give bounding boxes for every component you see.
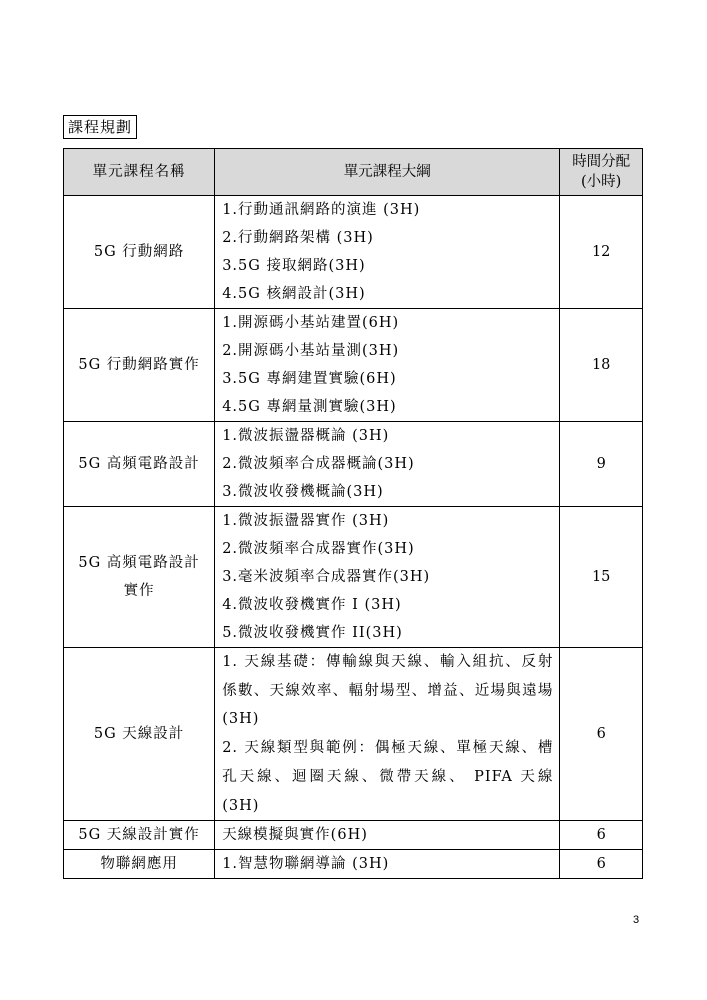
- unit-name-line: 5G 行動網路實作: [78, 357, 200, 373]
- unit-name-line: 5G 天線設計實作: [78, 827, 200, 844]
- table-row: [64, 507, 643, 648]
- outline-item: 1.開源碼小基站建置(6H): [222, 315, 400, 331]
- unit-outline: [215, 850, 560, 879]
- outline-item: 1. 天線基礎：傳輸線與天線、輸入組抗、反射係數、天線效率、輻射場型、增益、近場與遠場(3H): [222, 654, 554, 728]
- table-row: [64, 850, 643, 879]
- page-number: 3: [633, 914, 640, 926]
- outline-item: 4.5G 專網量測實驗(3H): [222, 399, 397, 415]
- unit-hours: 6: [560, 850, 643, 879]
- header-hours: [560, 149, 643, 196]
- unit-name: [64, 507, 215, 648]
- unit-name-line: 實作: [123, 583, 155, 599]
- outline-item: 1.行動通訊網路的演進 (3H): [222, 202, 421, 218]
- outline-item: 4.5G 核網設計(3H): [222, 286, 366, 302]
- unit-name: [64, 821, 215, 850]
- outline-item: 1.微波振盪器實作 (3H): [222, 513, 390, 529]
- unit-hours: 18: [560, 309, 643, 422]
- unit-name-line: 5G 行動網路: [93, 244, 185, 260]
- table-row: [64, 648, 643, 821]
- outline-item: 5.微波收發機實作 II(3H): [222, 625, 403, 641]
- outline-item: 2.微波頻率合成器實作(3H): [222, 541, 415, 557]
- outline-item: 3.5G 接取網路(3H): [222, 258, 366, 274]
- unit-name-line: 5G 高頻電路設計: [78, 555, 200, 571]
- unit-hours: 15: [560, 507, 643, 648]
- unit-outline: [215, 196, 560, 309]
- outline-item: 3.微波收發機概論(3H): [222, 484, 384, 500]
- header-unit-outline: 單元課程大綱: [215, 149, 560, 196]
- outline-item: 3.毫米波頻率合成器實作(3H): [222, 569, 431, 585]
- unit-hours: 9: [560, 422, 643, 507]
- unit-name: [64, 648, 215, 821]
- unit-outline: [215, 422, 560, 507]
- unit-outline: [215, 507, 560, 648]
- unit-name: [64, 196, 215, 309]
- outline-item: 2.行動網路架構 (3H): [222, 230, 374, 246]
- unit-name-line: 物聯網應用: [100, 856, 178, 873]
- unit-hours: 6: [560, 648, 643, 821]
- unit-outline: [215, 648, 560, 821]
- unit-name: [64, 850, 215, 879]
- table-header-row: [64, 149, 643, 196]
- course-plan-table: [63, 148, 643, 879]
- outline-item: 2.微波頻率合成器概論(3H): [222, 456, 415, 472]
- table-row: [64, 309, 643, 422]
- unit-name-line: 5G 天線設計: [93, 726, 185, 743]
- table-row: [64, 821, 643, 850]
- header-hours-line1: 時間分配: [572, 154, 631, 170]
- outline-item: 1.微波振盪器概論 (3H): [222, 428, 390, 444]
- section-title: 課程規劃: [63, 115, 137, 139]
- header-hours-line2: (小時): [581, 174, 622, 190]
- outline-item: 天線模擬與實作(6H): [222, 827, 368, 844]
- unit-hours: 6: [560, 821, 643, 850]
- unit-outline: [215, 821, 560, 850]
- outline-item: 3.5G 專網建置實驗(6H): [222, 371, 397, 387]
- outline-item: 1.智慧物聯網導論 (3H): [222, 856, 390, 873]
- header-unit-name: 單元課程名稱: [64, 149, 215, 196]
- unit-name-line: 5G 高頻電路設計: [78, 456, 200, 472]
- unit-name: [64, 309, 215, 422]
- outline-item: 2.開源碼小基站量測(3H): [222, 343, 400, 359]
- table-row: [64, 196, 643, 309]
- table-row: [64, 422, 643, 507]
- outline-item: 4.微波收發機實作 I (3H): [222, 597, 402, 613]
- unit-hours: 12: [560, 196, 643, 309]
- unit-name: [64, 422, 215, 507]
- outline-item: 2. 天線類型與範例：偶極天線、單極天線、槽孔天線、迴圈天線、微帶天線、 PIFA 天線(3H): [222, 740, 554, 814]
- unit-outline: [215, 309, 560, 422]
